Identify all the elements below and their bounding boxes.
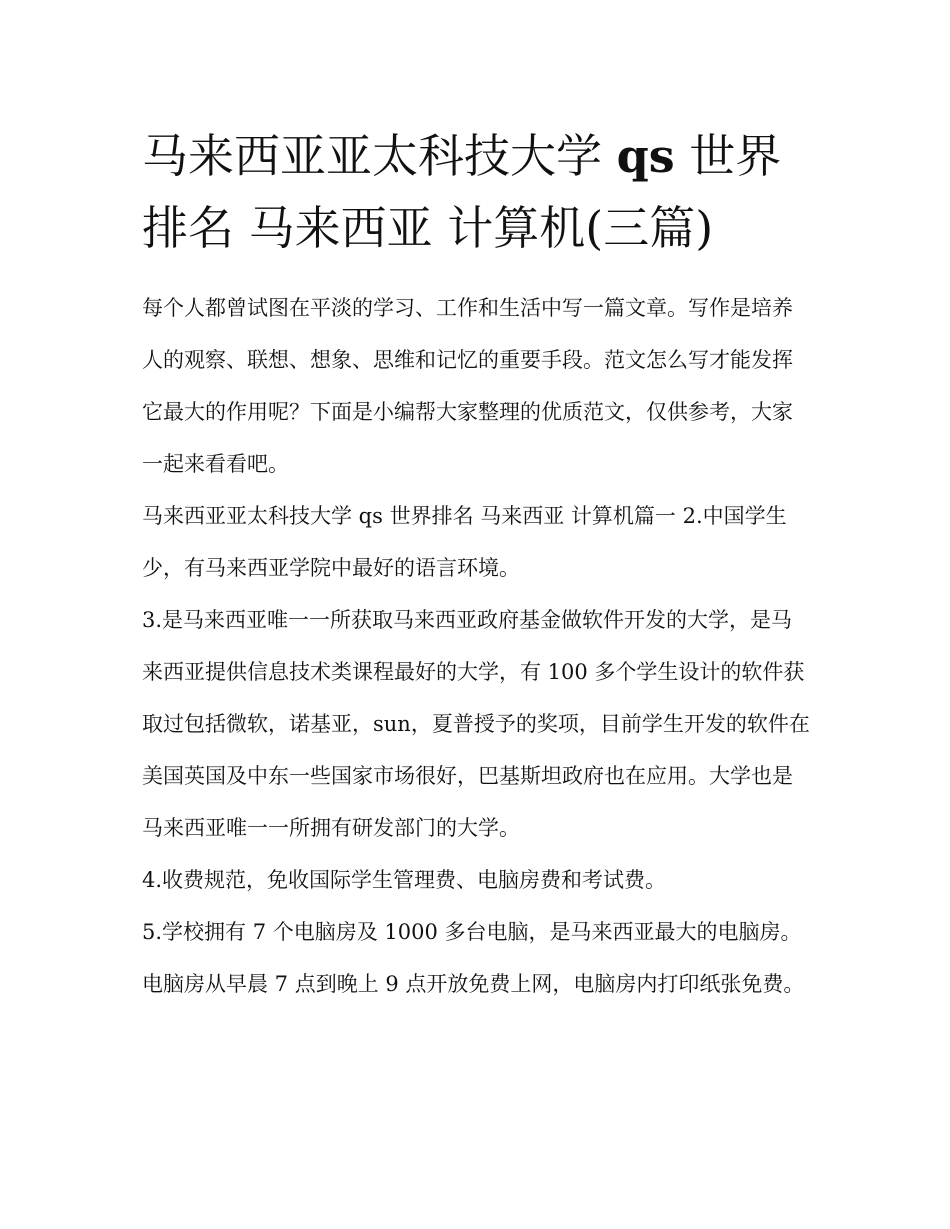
paragraph-item-3: 3.是马来西亚唯一一所获取马来西亚政府基金做软件开发的大学，是马来西亚提供信息技术类课程最好的大学，有 100 多个学生设计的软件获取过包括微软，诺基亚，sun，夏普授予的奖项，目前学生开发的软件在美国英国及中东一些国家市场很好，巴基斯坦政府也在应用。大学也是马来西亚唯一一所拥有研发部门的大学。 xyxy=(142,608,810,840)
document-page xyxy=(142,0,810,1010)
title-part-3: 世界排名 马来西亚 计算机(三篇) xyxy=(142,129,782,255)
paragraph-section-1: 马来西亚亚太科技大学 qs 世界排名 马来西亚 计算机篇一 2.中国学生少，有马来西亚学院中最好的语言环境。 xyxy=(142,504,787,580)
paragraph-item-5: 5.学校拥有 7 个电脑房及 1000 多台电脑，是马来西亚最大的电脑房。电脑房从早晨 7 点到晚上 9 点开放免费上网，电脑房内打印纸张免费。 xyxy=(142,920,805,996)
paragraph-intro: 每个人都曾试图在平淡的学习、工作和生活中写一篇文章。写作是培养人的观察、联想、想象、思维和记忆的重要手段。范文怎么写才能发挥它最大的作用呢？下面是小编帮大家整理的优质范文，仅供参考，大家一起来看看吧。 xyxy=(142,296,793,476)
paragraph-item-4: 4.收费规范，免收国际学生管理费、电脑房费和考试费。 xyxy=(142,868,667,892)
document-title xyxy=(142,120,810,264)
title-part-1: 马来西亚亚太科技大学 xyxy=(142,129,617,183)
title-part-2: qs xyxy=(616,129,675,183)
